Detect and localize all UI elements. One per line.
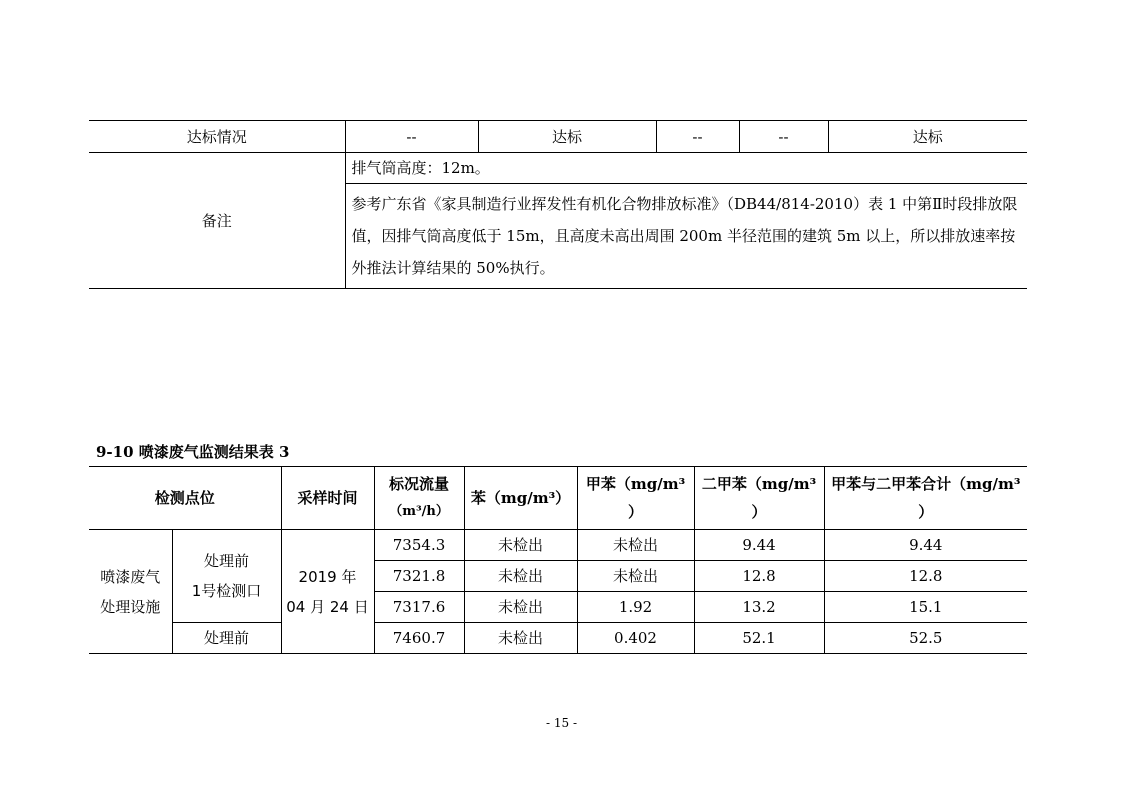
benzene-value: 未检出 <box>464 561 577 592</box>
compliance-cell: 达标 <box>828 121 1027 153</box>
facility-line-2: 处理设施 <box>100 597 161 616</box>
reference-note: 参考广东省《家具制造行业挥发性有机化合物排放标准》（DB44/814-2010）表 1 中第Ⅱ时段排放限值，因排气筒高度低于 15m，且高度未高出周围 200m 半径范围的建筑 5m 以上，所以排放速率按外推法计算结果的 50%执行。 <box>345 184 1027 289</box>
facility-cell <box>89 530 172 654</box>
toluene-value: 未检出 <box>577 530 694 561</box>
point-1-line-2: 1号检测口 <box>191 582 262 600</box>
total-value: 15.1 <box>824 592 1027 623</box>
date-cell <box>281 530 374 654</box>
compliance-label: 达标情况 <box>89 121 345 153</box>
header-row <box>89 467 1027 530</box>
remarks-row-1 <box>89 153 1027 184</box>
benzene-value: 未检出 <box>464 623 577 654</box>
toluene-value: 未检出 <box>577 561 694 592</box>
compliance-remarks-table <box>89 120 1027 289</box>
stack-height-note: 排气筒高度：12m。 <box>345 153 1027 184</box>
header-flow-unit: （m³/h） <box>389 504 449 519</box>
point-1-cell <box>172 530 281 623</box>
flow-value: 7317.6 <box>374 592 464 623</box>
total-value: 52.5 <box>824 623 1027 654</box>
remarks-label: 备注 <box>89 153 345 289</box>
compliance-cell: -- <box>656 121 739 153</box>
flow-value: 7321.8 <box>374 561 464 592</box>
header-toluene-close: ） <box>628 503 644 521</box>
header-sampling-time: 采样时间 <box>281 467 374 530</box>
xylene-value: 9.44 <box>694 530 824 561</box>
facility-line-1: 喷漆废气 <box>100 567 161 586</box>
header-xylene <box>694 467 824 530</box>
compliance-row <box>89 121 1027 153</box>
header-total-close: ） <box>918 503 934 521</box>
table-row <box>89 623 1027 654</box>
header-xylene-label: 二甲苯（mg/m³ <box>701 475 817 493</box>
header-flow-label: 标况流量 <box>389 475 450 493</box>
header-toluene-label: 甲苯（mg/m³ <box>585 475 686 493</box>
compliance-cell: 达标 <box>478 121 656 153</box>
header-toluene <box>577 467 694 530</box>
xylene-value: 12.8 <box>694 561 824 592</box>
date-line-2: 04 月 24 日 <box>286 597 369 616</box>
benzene-value: 未检出 <box>464 592 577 623</box>
compliance-cell: -- <box>345 121 478 153</box>
total-value: 12.8 <box>824 561 1027 592</box>
point-1-line-1: 处理前 <box>204 552 250 570</box>
section-title: 9-10 喷漆废气监测结果表 3 <box>96 443 290 461</box>
header-location: 检测点位 <box>89 467 281 530</box>
header-flow <box>374 467 464 530</box>
xylene-value: 13.2 <box>694 592 824 623</box>
total-value: 9.44 <box>824 530 1027 561</box>
compliance-cell: -- <box>739 121 828 153</box>
xylene-value: 52.1 <box>694 623 824 654</box>
header-benzene: 苯（mg/m³） <box>464 467 577 530</box>
flow-value: 7354.3 <box>374 530 464 561</box>
point-2-cell: 处理前 <box>172 623 281 654</box>
table-row <box>89 530 1027 561</box>
flow-value: 7460.7 <box>374 623 464 654</box>
page-number: - 15 - <box>545 716 577 730</box>
toluene-value: 1.92 <box>577 592 694 623</box>
monitoring-results-table <box>89 466 1027 654</box>
header-total-label: 甲苯与二甲苯合计（mg/m³ <box>831 475 1021 493</box>
header-xylene-close: ） <box>751 503 767 521</box>
date-line-1: 2019 年 <box>298 567 357 586</box>
toluene-value: 0.402 <box>577 623 694 654</box>
benzene-value: 未检出 <box>464 530 577 561</box>
header-total <box>824 467 1027 530</box>
